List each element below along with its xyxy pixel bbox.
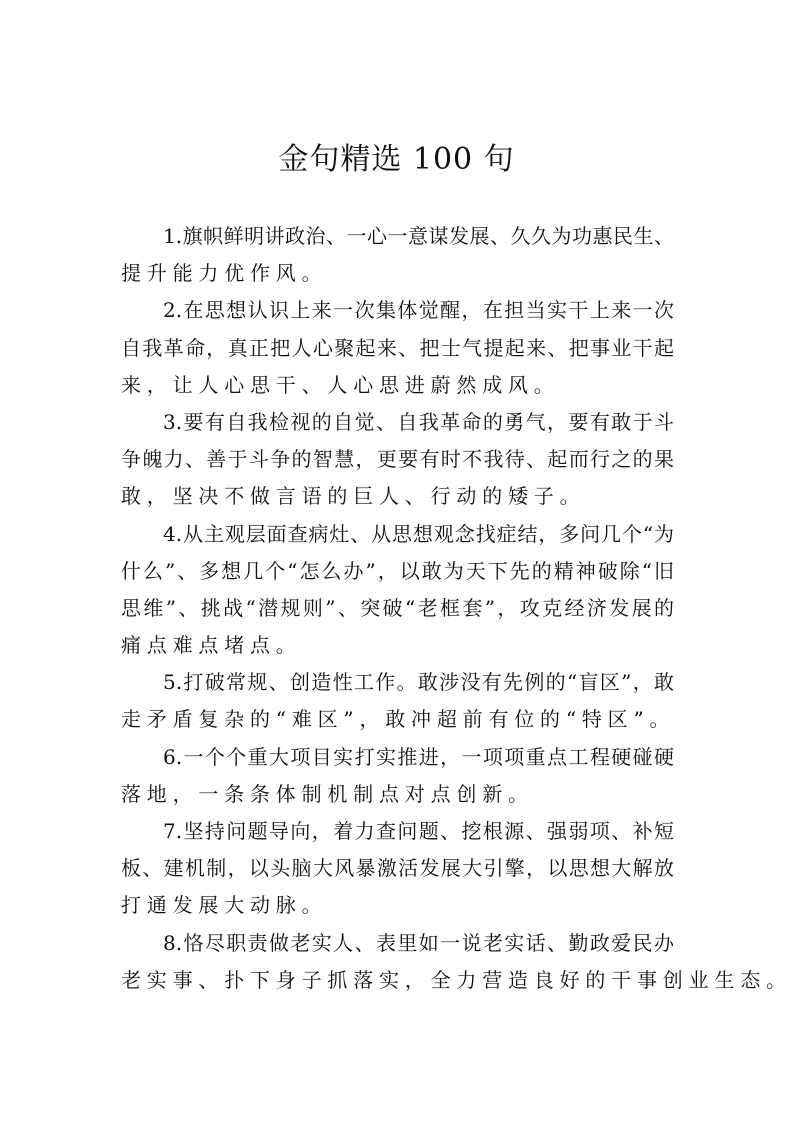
paragraph-line: 走矛盾复杂的“难区”，敢冲超前有位的“特区”。 [121, 707, 676, 732]
document-title: 金句精选 100 句 [278, 142, 515, 177]
paragraph-line: 提升能力优作风。 [121, 261, 328, 286]
paragraph-line: 打通发展大动脉。 [121, 893, 328, 918]
paragraph-line: 老实事、扑下身子抓落实，全力营造良好的干事创业生态。 [121, 967, 792, 992]
paragraph-line: 敢，坚决不做言语的巨人、行动的矮子。 [121, 484, 586, 509]
quote-paragraph [121, 664, 674, 738]
paragraph-line: 自我革命，真正把人心聚起来、把士气提起来、把事业干起 [121, 335, 674, 360]
quote-paragraph [121, 739, 674, 813]
quote-paragraph [121, 218, 674, 292]
paragraph-line: 来，让人心思干、人心思进蔚然成风。 [121, 372, 560, 397]
paragraph-line: 6.一个个重大项目实打实推进，一项项重点工程硬碰硬 [163, 744, 674, 769]
paragraph-line: 5.打破常规、创造性工作。敢涉没有先例的“盲区”，敢 [163, 670, 674, 695]
paragraph-line: 7.坚持问题导向，着力查问题、挖根源、强弱项、补短 [163, 819, 674, 843]
paragraph-line: 板、建机制，以头脑大风暴激活发展大引擎，以思想大解放 [121, 856, 674, 881]
quote-paragraph [121, 292, 674, 404]
quote-paragraph [121, 813, 674, 925]
paragraph-line: 3.要有自我检视的自觉、自我革命的勇气，要有敢于斗 [163, 409, 674, 434]
paragraph-line: 1.旗帜鲜明讲政治、一心一意谋发展、久久为功惠民生、 [163, 224, 674, 248]
paragraph-line: 痛点难点堵点。 [121, 633, 302, 658]
paragraph-line: 8.恪尽职责做老实人、表里如一说老实话、勤政爱民办 [163, 930, 674, 955]
document-body [121, 218, 792, 999]
quote-paragraph [121, 404, 674, 516]
paragraph-line: 什么”、多想几个“怎么办”，以敢为天下先的精神破除“旧 [121, 558, 674, 583]
paragraph-line: 落地，一条条体制机制点对点创新。 [121, 781, 534, 806]
paragraph-line: 4.从主观层面查病灶、从思想观念找症结，多问几个“为 [163, 521, 674, 546]
quote-paragraph [121, 516, 674, 665]
paragraph-line: 思维”、挑战“潜规则”、突破“老框套”，攻克经济发展的 [121, 595, 674, 620]
paragraph-line: 争魄力、善于斗争的智慧，更要有时不我待、起而行之的果 [121, 447, 674, 472]
paragraph-line: 2.在思想认识上来一次集体觉醒，在担当实干上来一次 [163, 298, 674, 323]
quote-paragraph [121, 925, 792, 999]
